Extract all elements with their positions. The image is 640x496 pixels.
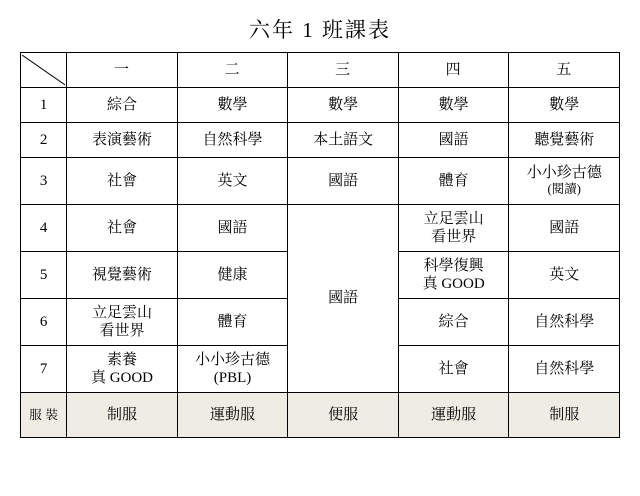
class-cell: 綜合 — [67, 88, 178, 123]
class-cell: 社會 — [67, 205, 178, 252]
period-label: 2 — [21, 123, 67, 158]
class-cell-line2: 真 GOOD — [422, 276, 485, 292]
class-cell-line2: 看世界 — [99, 323, 145, 339]
period-label: 6 — [21, 299, 67, 346]
class-cell — [398, 205, 509, 252]
uniform-cell: 制服 — [509, 393, 620, 438]
class-cell: 數學 — [398, 88, 509, 123]
class-cell: 自然科學 — [509, 299, 620, 346]
uniform-label-line2: 裝 — [45, 407, 58, 422]
class-cell: 綜合 — [398, 299, 509, 346]
class-cell: 體育 — [398, 158, 509, 205]
class-cell — [67, 299, 178, 346]
period-label: 4 — [21, 205, 67, 252]
uniform-row — [21, 393, 620, 438]
uniform-label-line1: 服 — [29, 407, 42, 422]
class-cell-line1: 科學復興 — [423, 257, 484, 274]
class-cell-line1: 素養 — [106, 351, 137, 368]
table-row — [21, 88, 620, 123]
class-cell-line1: 小小珍古德 — [195, 351, 271, 368]
class-cell: 健康 — [177, 252, 288, 299]
uniform-cell: 運動服 — [177, 393, 288, 438]
period-label: 3 — [21, 158, 67, 205]
class-cell-line1: 小小珍古德 — [526, 165, 602, 182]
class-cell — [177, 346, 288, 393]
class-cell-line2: (PBL) — [213, 370, 252, 386]
page-title: 六年 1 班課表 — [249, 18, 391, 42]
day-header-2: 二 — [177, 53, 288, 88]
class-cell: 國語 — [398, 123, 509, 158]
class-cell: 英文 — [177, 158, 288, 205]
class-cell-line2: 看世界 — [431, 229, 477, 245]
period-label: 1 — [21, 88, 67, 123]
class-cell: 視覺藝術 — [67, 252, 178, 299]
class-cell: 體育 — [177, 299, 288, 346]
day-header-4: 四 — [398, 53, 509, 88]
uniform-cell: 運動服 — [398, 393, 509, 438]
class-cell — [67, 346, 178, 393]
class-cell-line1: 立足雲山 — [423, 210, 484, 227]
uniform-cell: 便服 — [288, 393, 399, 438]
day-header-3: 三 — [288, 53, 399, 88]
class-cell: 英文 — [509, 252, 620, 299]
class-cell: 自然科學 — [177, 123, 288, 158]
table-row — [21, 123, 620, 158]
class-cell: 數學 — [509, 88, 620, 123]
class-cell: 國語 — [288, 158, 399, 205]
class-cell: 數學 — [288, 88, 399, 123]
class-cell-wednesday-span: 國語 — [288, 205, 399, 393]
uniform-cell: 制服 — [67, 393, 178, 438]
class-cell-line2: 真 GOOD — [90, 370, 154, 386]
class-cell: 本土語文 — [288, 123, 399, 158]
schedule-table — [20, 52, 620, 438]
class-cell: 數學 — [177, 88, 288, 123]
table-row — [21, 205, 620, 252]
day-header-5: 五 — [509, 53, 620, 88]
class-cell: 自然科學 — [509, 346, 620, 393]
class-cell — [509, 158, 620, 205]
class-cell-line1: 立足雲山 — [91, 304, 152, 321]
class-cell: 國語 — [177, 205, 288, 252]
class-cell: 社會 — [398, 346, 509, 393]
table-header-row — [21, 53, 620, 88]
day-header-1: 一 — [67, 53, 178, 88]
class-cell: 社會 — [67, 158, 178, 205]
uniform-row-label — [21, 393, 67, 438]
class-cell — [398, 252, 509, 299]
class-cell: 國語 — [509, 205, 620, 252]
class-cell-note: (閱讀) — [547, 182, 581, 197]
class-cell: 聽覺藝術 — [509, 123, 620, 158]
class-cell: 表演藝術 — [67, 123, 178, 158]
table-row — [21, 158, 620, 205]
corner-diagonal-icon — [21, 53, 67, 88]
period-label: 7 — [21, 346, 67, 393]
period-label: 5 — [21, 252, 67, 299]
